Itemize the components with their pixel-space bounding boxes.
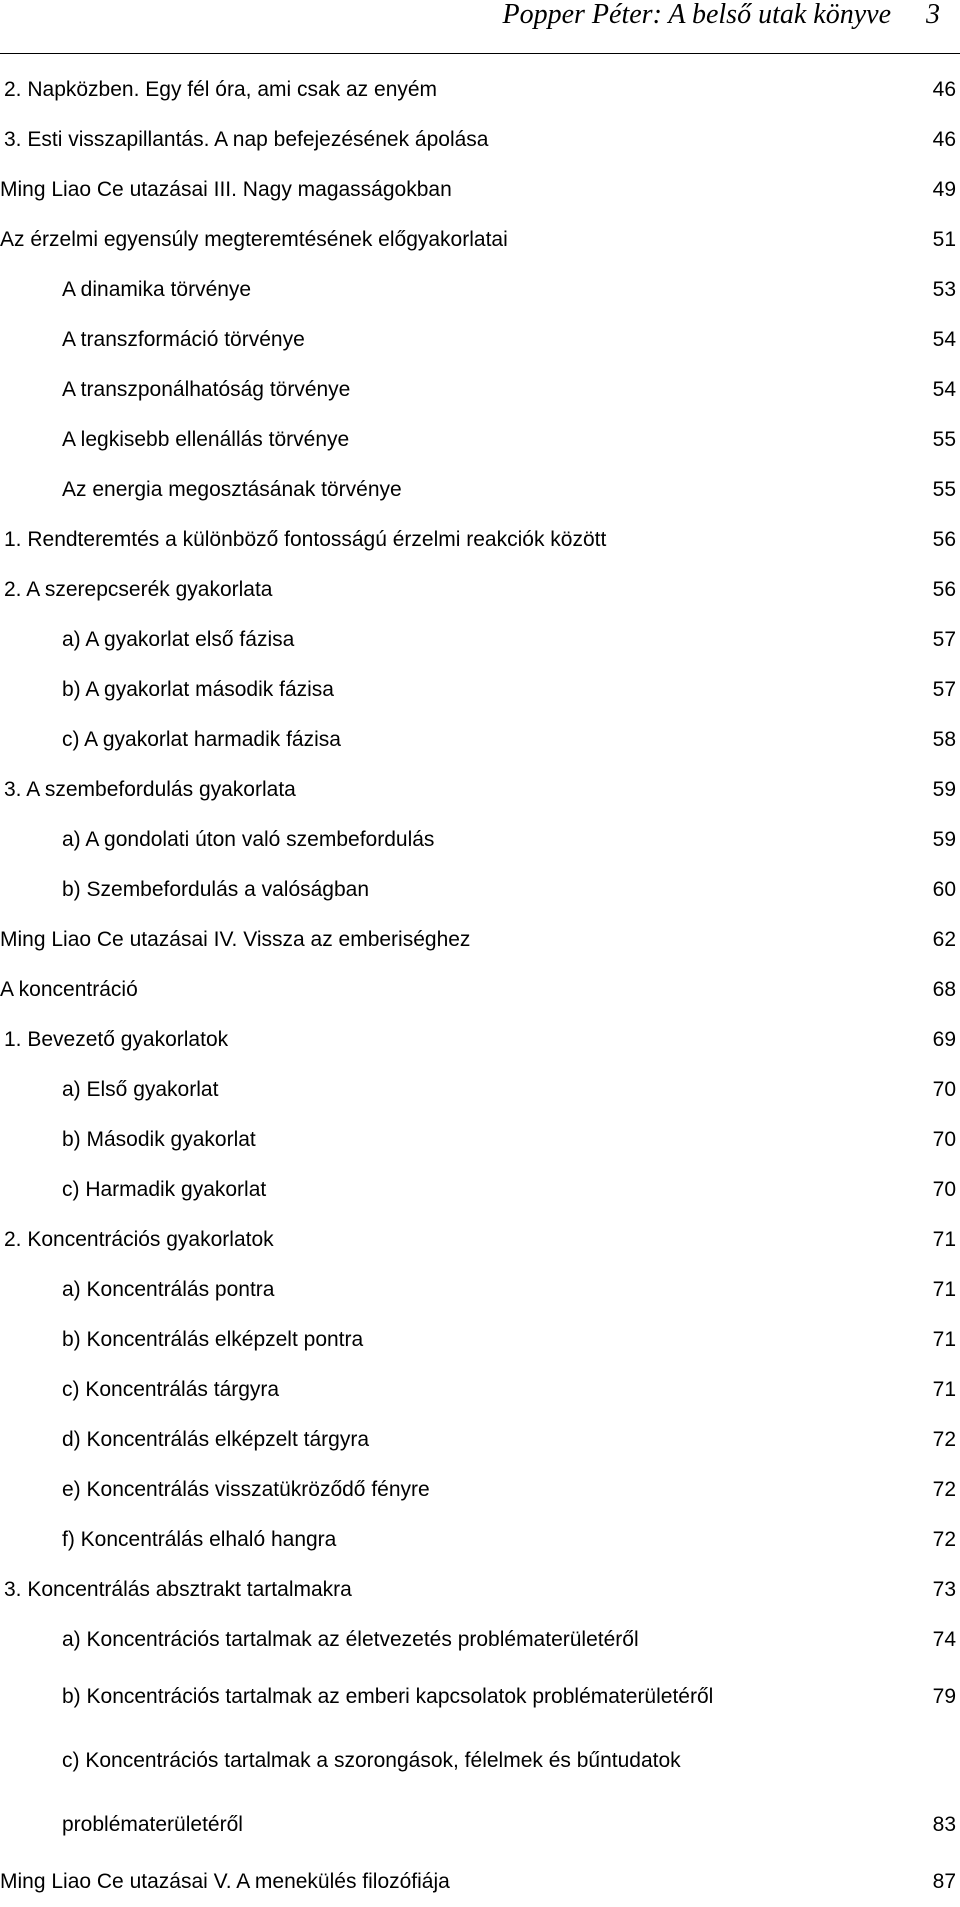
- running-header: [0, 0, 960, 54]
- toc-entry: [0, 1515, 960, 1565]
- toc-entry-page: 71: [932, 1228, 956, 1251]
- toc-entry-title: c) Koncentrációs tartalmak a szorongások, félelmek és bűntudatok: [62, 1749, 681, 1772]
- toc-entry-title: b) Második gyakorlat: [62, 1128, 256, 1151]
- toc-entry-title: Ming Liao Ce utazásai V. A menekülés filozófiája: [0, 1870, 450, 1893]
- book-title: Popper Péter: A belső utak könyve: [502, 0, 891, 30]
- toc-entry-title: A koncentráció: [0, 978, 138, 1001]
- toc-entry-title: c) Koncentrálás tárgyra: [62, 1378, 280, 1401]
- toc-entry: [0, 665, 960, 715]
- toc-entry: [0, 165, 960, 215]
- toc-entry-page: 56: [932, 528, 956, 551]
- toc-entry: [0, 515, 960, 565]
- toc-entry: [0, 1415, 960, 1465]
- toc-entry: [0, 1115, 960, 1165]
- toc-entry-page: 70: [932, 1178, 956, 1201]
- toc-entry-title: 2. A szerepcserék gyakorlata: [4, 578, 273, 601]
- toc-entry: [0, 1729, 960, 1793]
- toc-entry-page: 57: [932, 678, 956, 701]
- running-title: [503, 0, 941, 33]
- toc-entry-page: 83: [932, 1813, 956, 1836]
- toc-entry: [0, 1857, 960, 1907]
- toc-entry: [0, 365, 960, 415]
- toc-entry-page: 54: [932, 378, 956, 401]
- toc-entry-page: 46: [932, 78, 956, 101]
- toc-entry: [0, 265, 960, 315]
- toc-entry-page: 60: [932, 878, 956, 901]
- toc-entry: [0, 1615, 960, 1665]
- toc-entry-title: b) A gyakorlat második fázisa: [62, 678, 334, 701]
- toc-entry-page: 69: [932, 1028, 956, 1051]
- toc-entry-title: A legkisebb ellenállás törvénye: [62, 428, 350, 451]
- toc-entry: [0, 465, 960, 515]
- toc-entry: [0, 1665, 960, 1729]
- toc-entry-page: 62: [932, 928, 956, 951]
- toc-entry-title: b) Koncentrációs tartalmak az emberi kapcsolatok problématerületéről: [62, 1685, 714, 1708]
- toc-entry-title: A dinamika törvénye: [62, 278, 252, 301]
- toc-entry: [0, 565, 960, 615]
- toc-entry: [0, 1015, 960, 1065]
- toc-entry-title: A transzponálhatóság törvénye: [62, 378, 351, 401]
- toc-entry-page: 72: [932, 1428, 956, 1451]
- toc-entry-title: Ming Liao Ce utazásai III. Nagy magasságokban: [0, 178, 452, 201]
- toc-entry: [0, 965, 960, 1015]
- toc-entry: [0, 115, 960, 165]
- toc-entry-title: f) Koncentrálás elhaló hangra: [62, 1528, 337, 1551]
- toc-entry-page: 70: [932, 1128, 956, 1151]
- toc-entry-page: 71: [932, 1378, 956, 1401]
- toc-entry-page: 73: [932, 1578, 956, 1601]
- toc-entry-page: 68: [932, 978, 956, 1001]
- toc-entry-page: 74: [932, 1628, 956, 1651]
- toc-entry-title: 3. A szembefordulás gyakorlata: [4, 778, 296, 801]
- toc-entry-page: 55: [932, 478, 956, 501]
- toc-entry: [0, 715, 960, 765]
- toc-entry: [0, 1365, 960, 1415]
- toc-entry: [0, 615, 960, 665]
- toc-entry: [0, 815, 960, 865]
- toc-entry-title: d) Koncentrálás elképzelt tárgyra: [62, 1428, 369, 1451]
- toc-entry: [0, 415, 960, 465]
- toc-entry-title: 2. Koncentrációs gyakorlatok: [4, 1228, 274, 1251]
- toc-entry-title: a) Első gyakorlat: [62, 1078, 219, 1101]
- toc-entry-page: 58: [932, 728, 956, 751]
- table-of-contents: [0, 65, 960, 1907]
- toc-entry-page: 59: [932, 778, 956, 801]
- toc-entry: [0, 1265, 960, 1315]
- toc-entry-title: 1. Rendteremtés a különböző fontosságú érzelmi reakciók között: [4, 528, 607, 551]
- toc-entry: [0, 215, 960, 265]
- toc-entry-title: a) A gondolati úton való szembefordulás: [62, 828, 435, 851]
- toc-entry-title: 3. Esti visszapillantás. A nap befejezésének ápolása: [4, 128, 489, 151]
- toc-entry: [0, 1565, 960, 1615]
- toc-entry-title: problématerületéről: [62, 1813, 243, 1836]
- toc-entry: [0, 1065, 960, 1115]
- title-gap: [891, 0, 926, 30]
- toc-entry: [0, 1215, 960, 1265]
- toc-entry-title: Az érzelmi egyensúly megteremtésének előgyakorlatai: [0, 228, 508, 251]
- toc-entry-page: 55: [932, 428, 956, 451]
- toc-entry-page: 72: [932, 1528, 956, 1551]
- toc-entry-page: 71: [932, 1328, 956, 1351]
- toc-entry-title: 2. Napközben. Egy fél óra, ami csak az enyém: [4, 78, 438, 101]
- toc-entry-title: Az energia megosztásának törvénye: [62, 478, 402, 501]
- toc-entry-page: 54: [932, 328, 956, 351]
- toc-entry-page: 49: [932, 178, 956, 201]
- toc-entry-page: 46: [932, 128, 956, 151]
- toc-entry-title: c) Harmadik gyakorlat: [62, 1178, 267, 1201]
- toc-entry-title: a) A gyakorlat első fázisa: [62, 628, 295, 651]
- toc-entry-page: 57: [932, 628, 956, 651]
- toc-entry-title: 1. Bevezető gyakorlatok: [4, 1028, 229, 1051]
- toc-entry: [0, 915, 960, 965]
- toc-entry-title: Ming Liao Ce utazásai IV. Vissza az emberiséghez: [0, 928, 471, 951]
- toc-entry-title: c) A gyakorlat harmadik fázisa: [62, 728, 341, 751]
- toc-entry: [0, 865, 960, 915]
- toc-entry-title: b) Szembefordulás a valóságban: [62, 878, 370, 901]
- toc-entry: [0, 65, 960, 115]
- toc-entry-page: 71: [932, 1278, 956, 1301]
- toc-entry: [0, 1165, 960, 1215]
- toc-entry-title: b) Koncentrálás elképzelt pontra: [62, 1328, 364, 1351]
- toc-entry-title: 3. Koncentrálás absztrakt tartalmakra: [4, 1578, 352, 1601]
- toc-entry-page: 87: [932, 1870, 956, 1893]
- toc-entry: [0, 315, 960, 365]
- toc-entry: [0, 1315, 960, 1365]
- toc-entry: [0, 765, 960, 815]
- toc-entry-page: 59: [932, 828, 956, 851]
- toc-entry-title: e) Koncentrálás visszatükröződő fényre: [62, 1478, 430, 1501]
- toc-entry-page: 70: [932, 1078, 956, 1101]
- toc-entry: [0, 1793, 960, 1857]
- toc-entry-page: 53: [932, 278, 956, 301]
- toc-entry-page: 56: [932, 578, 956, 601]
- toc-entry-page: 72: [932, 1478, 956, 1501]
- toc-entry: [0, 1465, 960, 1515]
- toc-entry-title: a) Koncentrálás pontra: [62, 1278, 275, 1301]
- toc-entry-page: 79: [932, 1685, 956, 1708]
- page-number: 3: [926, 0, 940, 30]
- toc-entry-title: A transzformáció törvénye: [62, 328, 305, 351]
- toc-entry-title: a) Koncentrációs tartalmak az életvezetés problématerületéről: [62, 1628, 639, 1651]
- toc-entry-page: 51: [932, 228, 956, 251]
